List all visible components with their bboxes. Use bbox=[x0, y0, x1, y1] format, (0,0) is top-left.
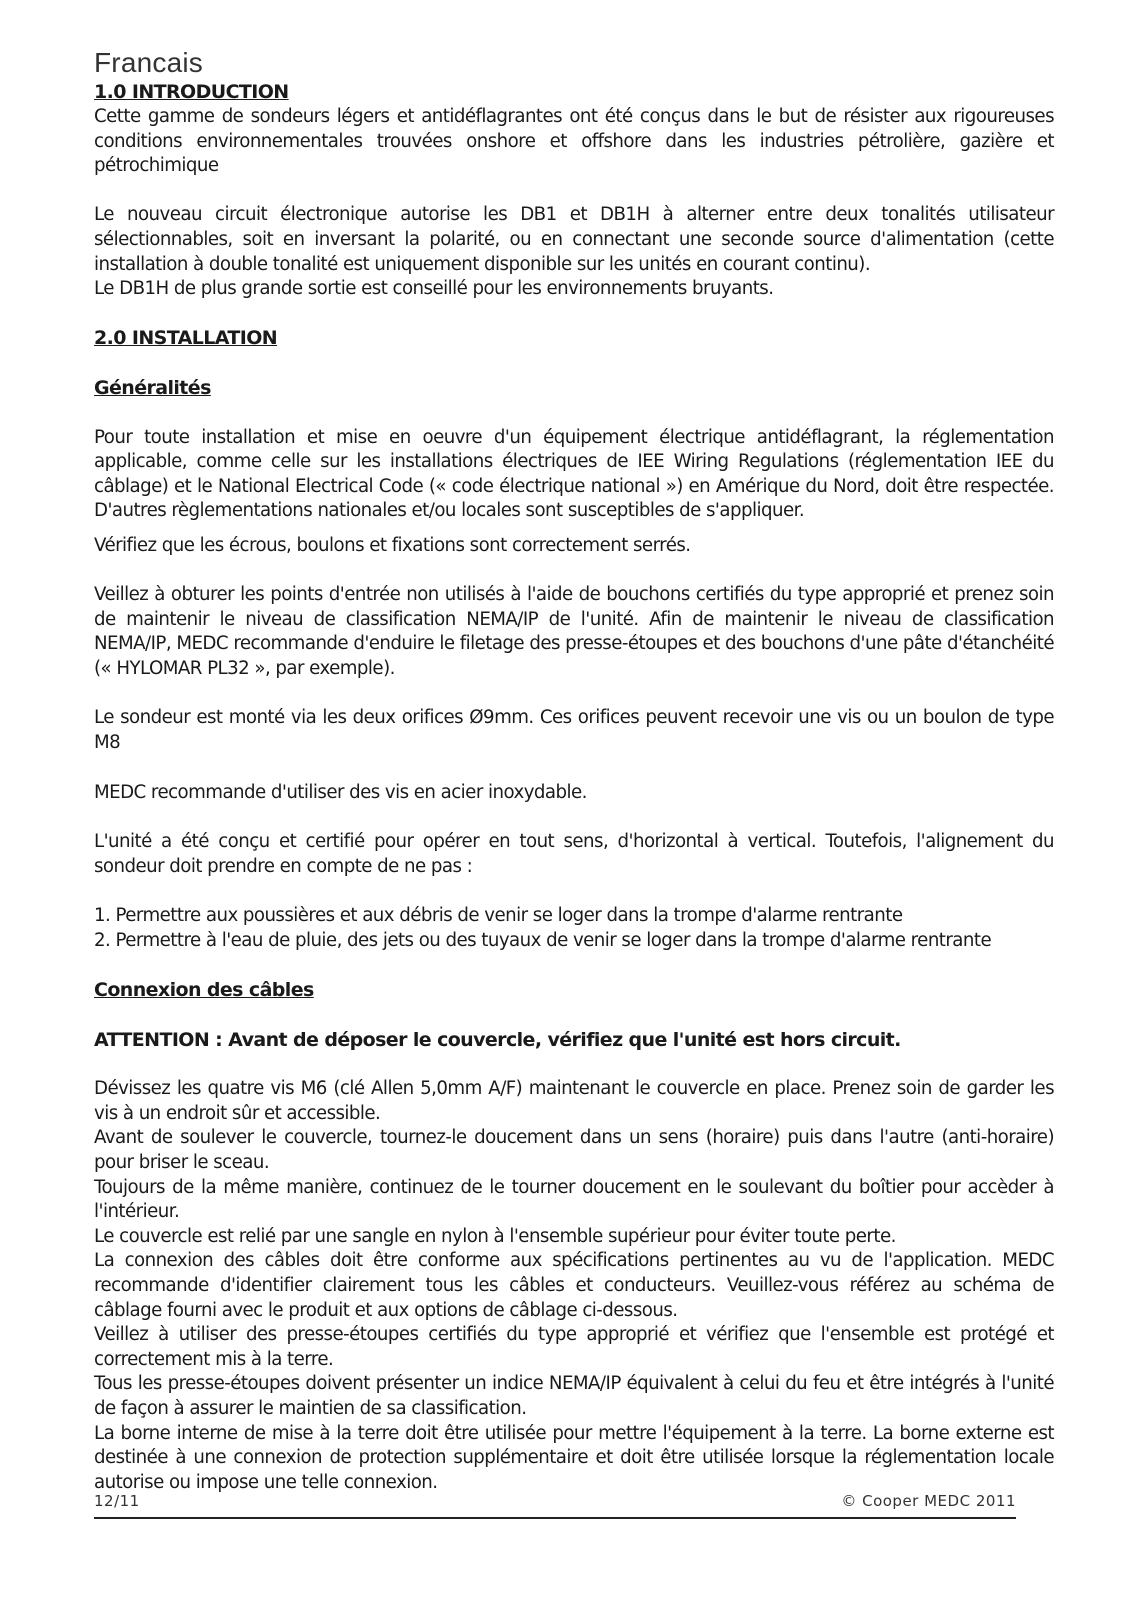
list-item: 2. Permettre à l'eau de pluie, des jets ou des tuyaux de venir se loger dans la trompe d'alarme rentrante bbox=[94, 929, 992, 951]
alignment-list bbox=[94, 904, 1054, 953]
general-paragraph-1: Pour toute installation et mise en oeuvre d'un équipement électrique antidéflagrant, la réglementation applicable, comme celle sur les installations électriques de IEE Wiring Regulations (réglementation IEE du câblage) et le National Electrical Code (« code électrique national ») en Amérique du Nord, doit être respectée. D'autres règlementations nationales et/ou locales sont susceptibles de s'appliquer. bbox=[94, 426, 1054, 522]
cables-paragraph: Toujours de la même manière, continuez de le tourner doucement en le soulevant du boîtier pour accèder à l'intérieur. bbox=[94, 1176, 1054, 1223]
footer-date: 12/11 bbox=[94, 1492, 140, 1510]
intro-paragraph-3: Le DB1H de plus grande sortie est conseillé pour les environnements bruyants. bbox=[94, 278, 774, 300]
intro-paragraph-1: Cette gamme de sondeurs légers et antidéflagrantes ont été conçus dans le but de résister aux rigoureuses conditions environnementales trouvées onshore et offshore dans les industries pétrolière, gazière et pétrochimique bbox=[94, 106, 1054, 177]
intro-paragraph-2: Le nouveau circuit électronique autorise les DB1 et DB1H à alterner entre deux tonalités utilisateur sélectionnables, soit en inversant la polarité, ou en connectant une seconde source d'alimentation (cette installation à double tonalité est uniquement disponible sur les unités en courant continu). bbox=[94, 204, 1054, 275]
cables-paragraph: La connexion des câbles doit être conforme aux spécifications pertinentes au vu de l'application. MEDC recommande d'identifier clairement tous les câbles et conducteurs. Veuillez-vous référez au schéma de câblage fourni avec le produit et aux options de câblage ci-dessous. bbox=[94, 1250, 1054, 1321]
section-title-installation: 2.0 INSTALLATION bbox=[94, 327, 278, 350]
general-paragraph-3: Veillez à obturer les points d'entrée non utilisés à l'aide de bouchons certifiés du type approprié et prenez soin de maintenir le niveau de classification NEMA/IP de l'unité. Afin de maintenir le niveau de classification NEMA/IP, MEDC recommande d'enduire le filetage des presse-étoupes et des bouchons d'une pâte d'étanchéité (« HYLOMAR PL32 », par exemple). bbox=[94, 584, 1054, 679]
cables-paragraph: Avant de soulever le couvercle, tournez-le doucement dans un sens (horaire) puis dans l'autre (anti-horaire) pour briser le sceau. bbox=[94, 1127, 1054, 1173]
footer-copyright: © Cooper MEDC 2011 bbox=[841, 1492, 1016, 1510]
cables-paragraph: Veillez à utiliser des presse-étoupes certifiés du type approprié et vérifiez que l'ensemble est protégé et correctement mis à la terre. bbox=[94, 1324, 1054, 1370]
section-title-introduction: 1.0 INTRODUCTION bbox=[94, 81, 289, 103]
cables-paragraph: Tous les presse-étoupes doivent présenter un indice NEMA/IP équivalent à celui du feu et être intégrés à l'unité de façon à assurer le maintien de sa classification. bbox=[94, 1373, 1054, 1419]
cables-paragraph: Dévissez les quatre vis M6 (clé Allen 5,0mm A/F) maintenant le couvercle en place. Prenez soin de garder les vis à un endroit sûr et accessible. bbox=[94, 1078, 1054, 1124]
general-paragraph-5: MEDC recommande d'utiliser des vis en acier inoxydable. bbox=[94, 782, 587, 804]
general-paragraph-6: L'unité a été conçu et certifié pour opérer en tout sens, d'horizontal à vertical. Toutefois, l'alignement du sondeur doit prendre en compte de ne pas : bbox=[94, 831, 1054, 878]
footer-divider bbox=[94, 1517, 1016, 1519]
list-item: 1. Permettre aux poussières et aux débris de venir se loger dans la trompe d'alarme rentrante bbox=[94, 905, 903, 927]
general-paragraph-4: Le sondeur est monté via les deux orifices Ø9mm. Ces orifices peuvent recevoir une vis ou un boulon de type M8 bbox=[94, 707, 1054, 753]
language-label: Francais bbox=[94, 47, 203, 78]
cables-paragraph: La borne interne de mise à la terre doit être utilisée pour mettre l'équipement à la terre. La borne externe est destinée à une connexion de protection supplémentaire et doit être utilisée lorsque la réglementation locale autorise ou impose une telle connexion. bbox=[94, 1422, 1054, 1493]
cables-paragraph: Le couvercle est relié par une sangle en nylon à l'ensemble supérieur pour éviter toute perte. bbox=[94, 1225, 896, 1247]
document-page bbox=[94, 46, 1054, 1495]
subsection-title-cables: Connexion des câbles bbox=[94, 979, 314, 1001]
warning-text: ATTENTION : Avant de déposer le couvercle, vérifiez que l'unité est hors circuit. bbox=[94, 1028, 901, 1051]
subsection-title-general: Généralités bbox=[94, 376, 211, 399]
general-paragraph-2: Vérifiez que les écrous, boulons et fixations sont correctement serrés. bbox=[94, 534, 691, 556]
